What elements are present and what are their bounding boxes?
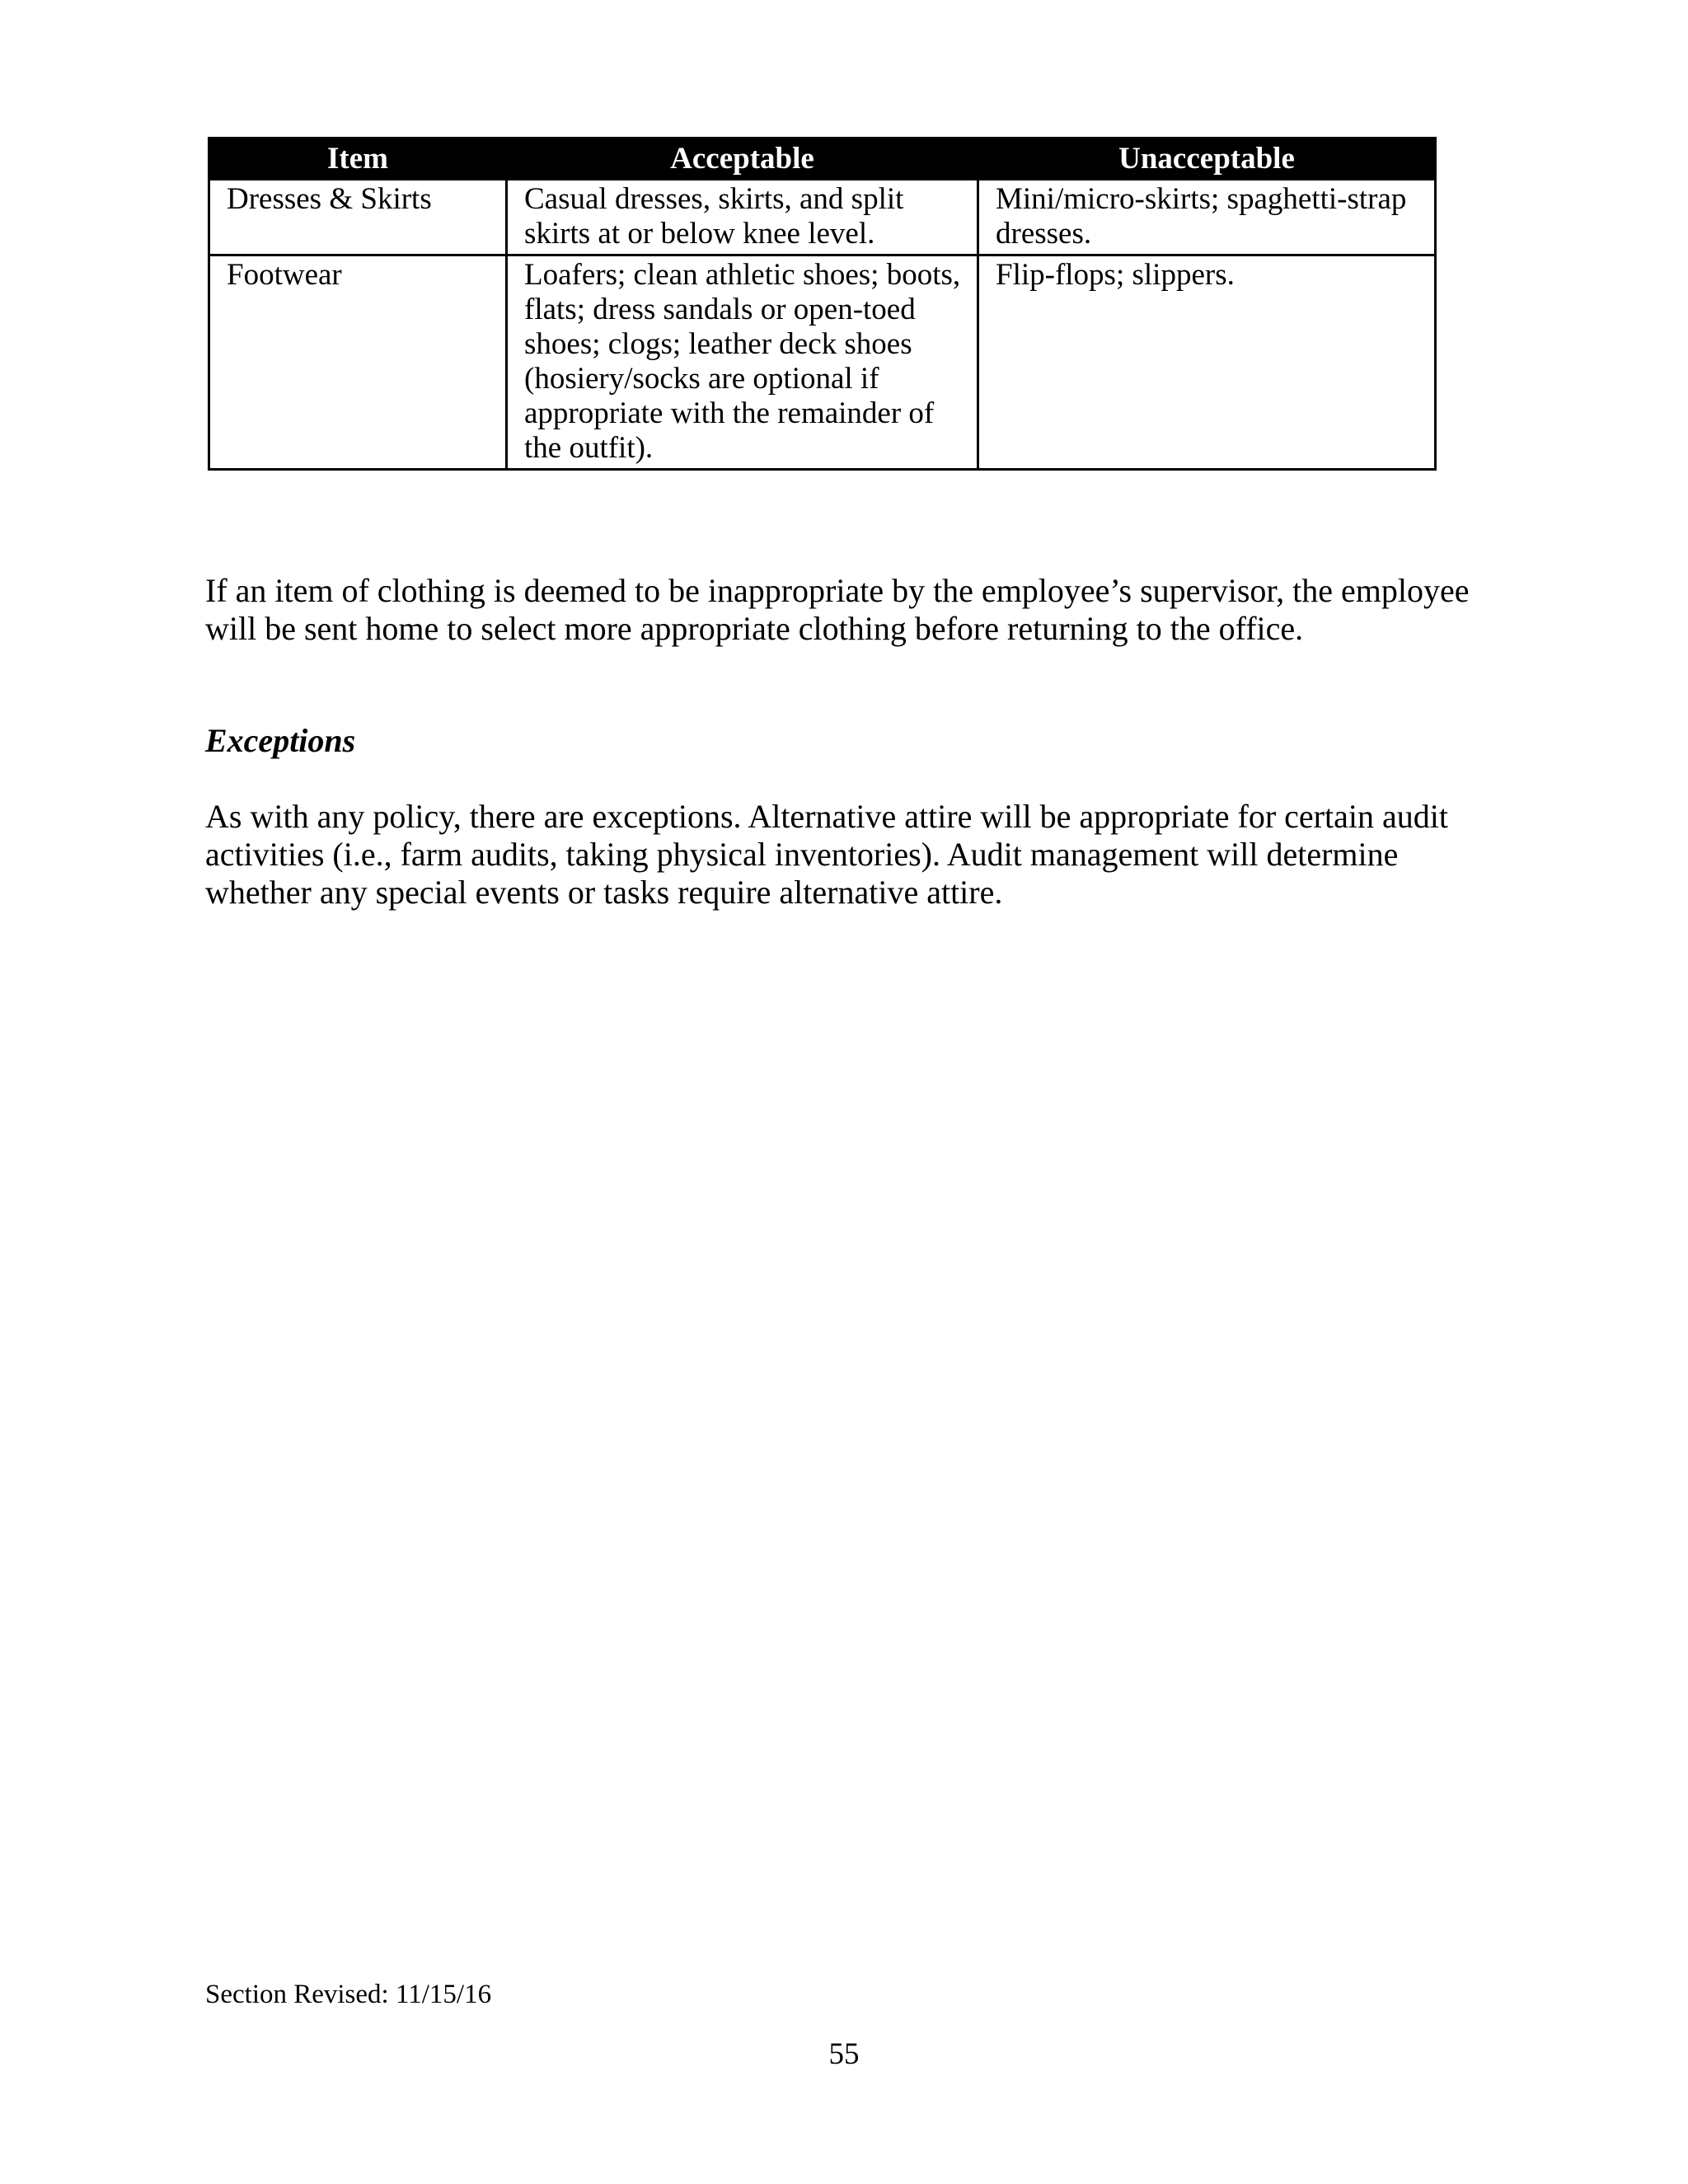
table-row <box>209 180 1436 255</box>
item-cell: Footwear <box>209 255 507 470</box>
table-header-row <box>209 138 1436 180</box>
section-revised-footer: Section Revised: 11/15/16 <box>205 1980 492 2009</box>
column-header-acceptable: Acceptable <box>507 138 978 180</box>
table-row <box>209 255 1436 470</box>
column-header-unacceptable: Unacceptable <box>978 138 1436 180</box>
item-cell: Dresses & Skirts <box>209 180 507 255</box>
unacceptable-cell: Flip-flops; slippers. <box>978 255 1436 470</box>
exceptions-heading: Exceptions <box>205 722 356 759</box>
exceptions-paragraph: As with any policy, there are exceptions. Alternative attire will be appropriate for certain audit activities (i.e., farm audits, taking physical inventories). Audit management will determine whether any special events or tasks require alternative attire. <box>205 798 1448 911</box>
dress-code-table <box>208 137 1437 471</box>
page-number: 55 <box>828 2037 860 2071</box>
column-header-item: Item <box>209 138 507 180</box>
acceptable-cell: Loafers; clean athletic shoes; boots, flats; dress sandals or open-toed shoes; clogs; leather deck shoes (hosiery/socks are optional if appropriate with the remainder of the outfit). <box>507 255 978 470</box>
acceptable-cell: Casual dresses, skirts, and split skirts at or below knee level. <box>507 180 978 255</box>
unacceptable-cell: Mini/micro-skirts; spaghetti-strap dresses. <box>978 180 1436 255</box>
inappropriate-clothing-paragraph: If an item of clothing is deemed to be inappropriate by the employee’s supervisor, the employee will be sent home to select more appropriate clothing before returning to the office. <box>205 572 1470 647</box>
